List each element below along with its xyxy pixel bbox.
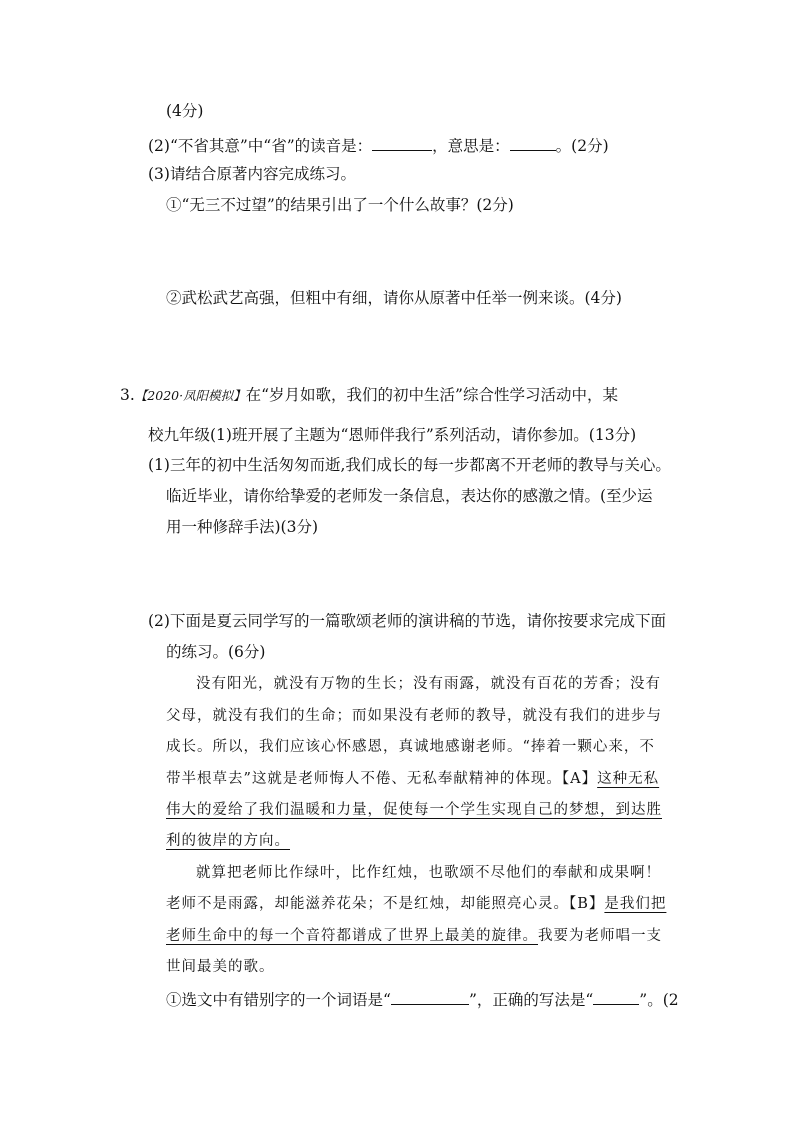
q2-sub3-item1: ①“无三不过望”的结果引出了一个什么故事？(2分)	[166, 196, 514, 214]
marker-a: 【A】	[561, 771, 598, 787]
passage-line	[166, 897, 666, 912]
underlined-sentence-a: 利的彼岸的方向。	[166, 833, 290, 849]
q3-stem-line2: 校九年级(1)班开展了主题为“恩师伴我行”系列活动，请你参加。(13分)	[148, 426, 637, 444]
q3-sub1-line2: 临近毕业，请你给挚爱的老师发一条信息，表达你的感激之情。(至少运	[166, 487, 653, 505]
q2-sub2-mid: ，意思是：	[432, 137, 510, 155]
q2-sub3: (3)请结合原著内容完成练习。	[148, 165, 356, 183]
passage-line: 世间最美的歌。	[166, 959, 275, 975]
score-label: (4分)	[166, 102, 204, 120]
answer-blank-wrong-word[interactable]	[391, 990, 469, 1005]
passage-text: 我要为老师唱一支	[538, 928, 662, 944]
answer-blank-pronunciation[interactable]	[372, 136, 432, 151]
q3-sub2-line1: (2)下面是夏云同学写的一篇歌颂老师的演讲稿的节选，请你按要求完成下面	[148, 612, 666, 630]
q3-sub1-line3: 用一种修辞手法)(3分)	[166, 518, 319, 536]
passage-text: 带半根草去”这就是老师悔人不倦、无私奉献精神的体现。	[166, 771, 562, 787]
q3-sub2-line2: 的练习。(6分)	[166, 643, 266, 661]
passage-line: 父母，就没有我们的生命；而如果没有老师的教导，就没有我们的进步与	[166, 708, 662, 724]
answer-blank-correct-word[interactable]	[593, 990, 639, 1005]
underlined-sentence-b: 是我们把	[604, 896, 667, 912]
item-text: ”，正确的写法是“	[468, 991, 594, 1009]
question-number: 3.	[120, 386, 135, 404]
q2-sub3-item2: ②武松武艺高强，但粗中有细，请你从原著中任举一例来谈。(4分)	[166, 289, 622, 307]
marker-b: 【B】	[569, 896, 605, 912]
passage-line	[166, 772, 659, 787]
underlined-sentence-a: 伟大的爱给了我们温暖和力量，促使每一个学生实现自己的梦想，到达胜	[166, 802, 662, 818]
q3-sub2-item1	[166, 990, 679, 1009]
q2-sub2	[148, 136, 609, 155]
passage-line	[166, 929, 662, 944]
underlined-sentence-b: 老师生命中的每一个音符都谱成了世界上最美的旋律。	[166, 928, 538, 944]
answer-blank-meaning[interactable]	[510, 136, 556, 151]
item-text: ”。(2	[639, 991, 679, 1009]
q2-sub2-text: (2)“不省其意”中“省”的读音是：	[148, 137, 373, 155]
passage-line: 没有阳光，就没有万物的生长；没有雨露，就没有百花的芳香；没有	[196, 676, 661, 692]
q2-sub2-tail: 。(2分)	[555, 137, 609, 155]
q3-sub1-line1: (1)三年的初中生活匆匆而逝,我们成长的每一步都离不开老师的教导与关心。	[148, 456, 671, 474]
q3-stem-text: 在“岁月如歌，我们的初中生活”综合性学习活动中，某	[245, 386, 618, 404]
passage-text: 老师不是雨露，却能滋养花朵；不是红烛，却能照亮心灵。	[166, 896, 569, 912]
passage-line: 就算把老师比作绿叶，比作红烛，也歌颂不尽他们的奉献和成果啊！	[196, 865, 661, 881]
q3-stem-line1	[120, 388, 618, 404]
question-source: 【2020·凤阳模拟】	[134, 388, 246, 403]
underlined-sentence-a: 这种无私	[597, 771, 660, 787]
passage-line: 成长。所以，我们应该心怀感恩，真诚地感谢老师。“捧着一颗心来，不	[166, 739, 655, 755]
item-text: ①选文中有错别字的一个词语是“	[166, 991, 391, 1009]
